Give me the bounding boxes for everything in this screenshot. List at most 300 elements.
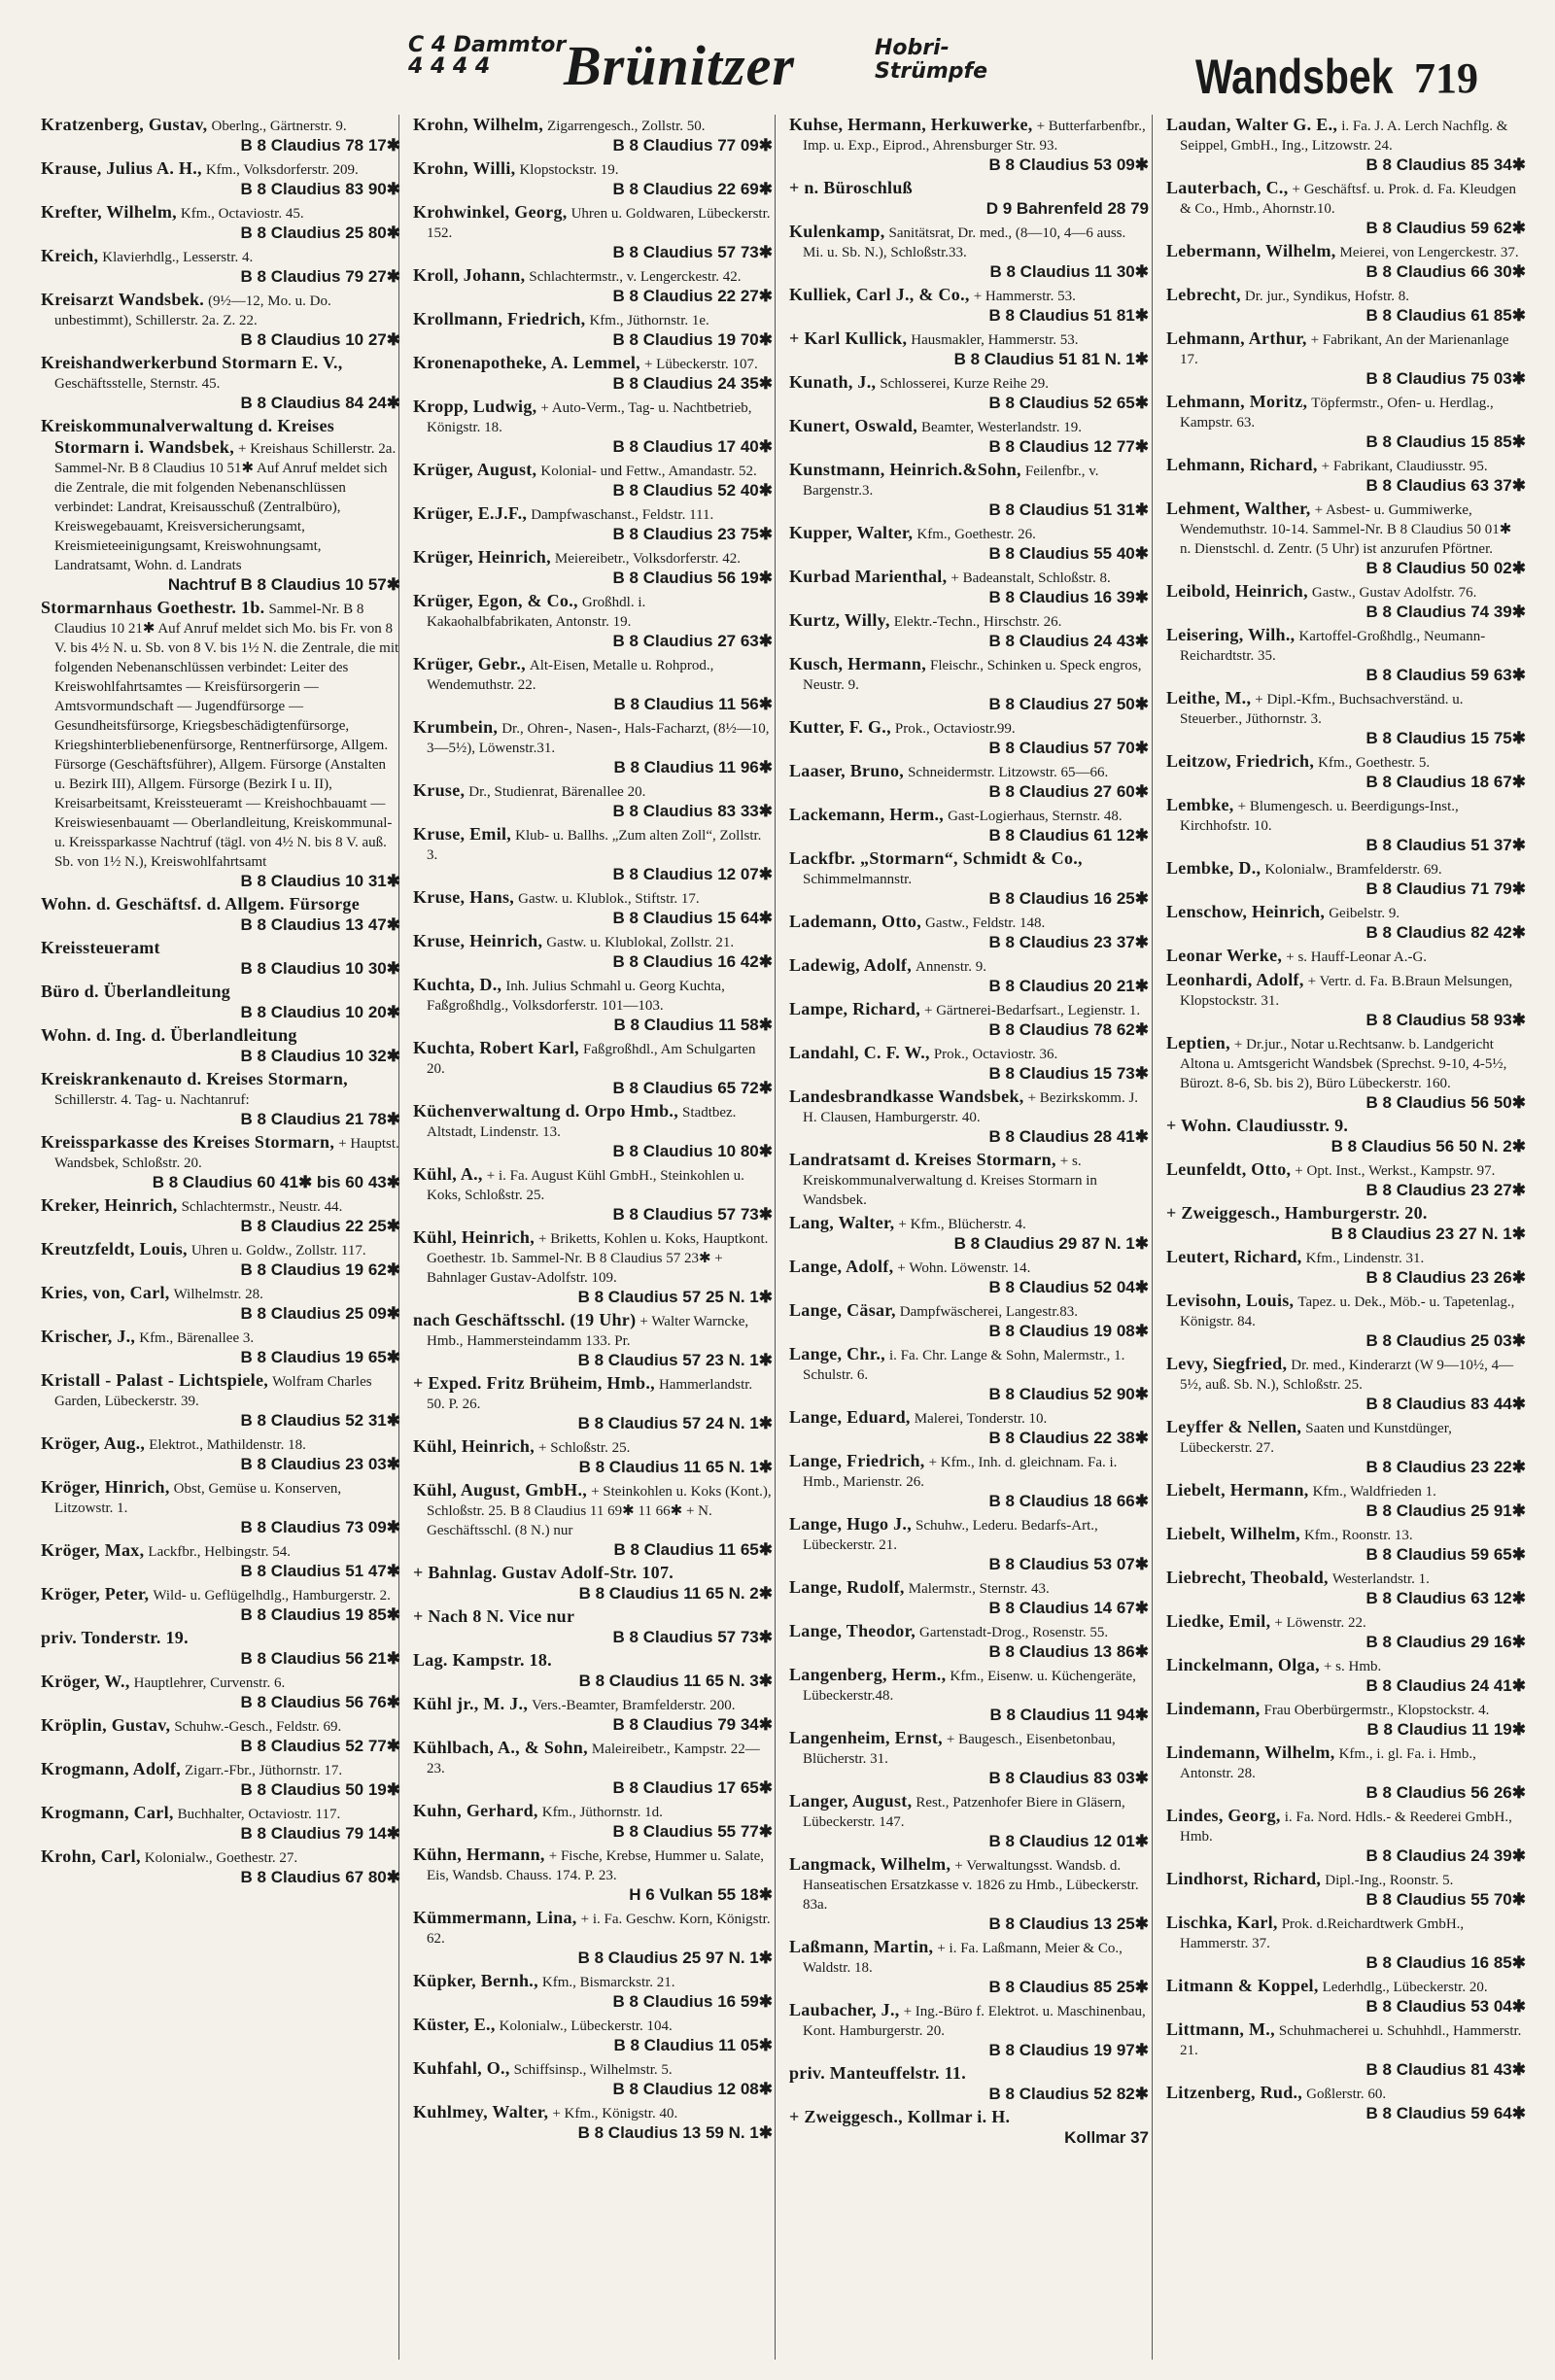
entry-phone: B 8 Claudius 53 07✱ (988, 1555, 1149, 1573)
entry-phone: B 8 Claudius 55 77✱ (612, 1822, 773, 1841)
entry-name: Kurtz, Willy, (789, 610, 890, 630)
ad-brand-logo: Brünitzer (564, 34, 795, 97)
entry-phone: B 8 Claudius 16 59✱ (612, 1992, 773, 2011)
entry-description: Gastw., Feldstr. 148. (925, 915, 1046, 931)
directory-entry (1166, 499, 1526, 578)
directory-entry (789, 285, 1149, 326)
directory-entry (41, 1283, 400, 1324)
entry-name: Kruse, Hans, (413, 887, 515, 907)
entry-name: Lange, Theodor, (789, 1621, 916, 1640)
entry-description: + Fabrikant, An der Marienanlage 17. (1180, 332, 1509, 367)
entry-name: Lehmann, Moritz, (1166, 392, 1308, 411)
entry-description: Schuhw.-Gesch., Feldstr. 69. (174, 1719, 342, 1735)
entry-phone: B 8 Claudius 51 47✱ (240, 1562, 400, 1580)
entry-phone: B 8 Claudius 25 97 N. 1✱ (577, 1949, 773, 1967)
entry-phone: B 8 Claudius 10 32✱ (240, 1047, 400, 1065)
entry-description: + Hauptst. Wandsbek, Schloßstr. 20. (54, 1136, 399, 1171)
entry-name: Levisohn, Louis, (1166, 1291, 1295, 1310)
entry-name: Lebermann, Wilhelm, (1166, 241, 1336, 260)
entry-name: Kröger, Max, (41, 1540, 145, 1560)
directory-entry (413, 1845, 773, 1905)
directory-entry (1166, 902, 1526, 943)
entry-description: Dr. med., Kinderarzt (W 9—10½, 4—5½, auß. Sb. N.), Schloßstr. 25. (1180, 1358, 1514, 1393)
entry-name: Stormarnhaus Goethestr. 1b. (41, 598, 265, 617)
directory-entry (413, 2015, 773, 2055)
entry-description: Meierei, von Lengerckestr. 37. (1339, 245, 1519, 260)
entry-name: priv. Manteuffelstr. 11. (789, 2063, 967, 2083)
entry-phone: B 8 Claudius 25 91✱ (1365, 1501, 1526, 1520)
ad-phone-block (408, 35, 566, 78)
entry-description: Großhdl. i. Kakaohalbfabrikaten, Antonstr. 19. (427, 595, 646, 630)
entry-description: Kfm., Bärenallee 3. (139, 1330, 255, 1346)
entry-name: Laubacher, J., (789, 2000, 900, 2019)
directory-entry (413, 1480, 773, 1560)
directory-entry (41, 246, 400, 287)
directory-entry (41, 982, 400, 1022)
entry-name: + Karl Kullick, (789, 328, 908, 348)
directory-entry (789, 912, 1149, 952)
entry-phone: B 8 Claudius 59 63✱ (1365, 666, 1526, 684)
entry-description: Geschäftsstelle, Sternstr. 45. (54, 376, 221, 392)
entry-phone: B 8 Claudius 23 27✱ (1365, 1181, 1526, 1199)
entry-description: Gartenstadt-Drog., Rosenstr. 55. (919, 1625, 1109, 1640)
entry-name: Kühlbach, A., & Sohn, (413, 1738, 588, 1757)
entry-name: Lange, Cäsar, (789, 1300, 896, 1320)
directory-entry (789, 328, 1149, 369)
directory-entry (789, 805, 1149, 845)
entry-description: + Schloßstr. 25. (538, 1440, 631, 1456)
directory-entry (789, 1300, 1149, 1341)
entry-phone: B 8 Claudius 85 34✱ (1365, 155, 1526, 174)
entry-phone: B 8 Claudius 12 77✱ (988, 437, 1149, 456)
directory-entry (413, 1227, 773, 1307)
entry-name: Litzenberg, Rud., (1166, 2083, 1303, 2102)
entry-phone: B 8 Claudius 84 24✱ (240, 394, 400, 412)
entry-name: Kreiskommunalverwaltung d. Kreises Stormarn i. Wandsbek, (41, 416, 335, 457)
entry-name: Laßmann, Martin, (789, 1937, 934, 1956)
entry-name: Krüger, Gebr., (413, 654, 526, 673)
entry-description: Dr., Ohren-, Nasen-, Hals-Facharzt, (8½—10, 3—5½), Löwenstr.31. (427, 721, 770, 756)
entry-name: Kuhse, Hermann, Herkuwerke, (789, 115, 1033, 134)
entry-phone: B 8 Claudius 24 41✱ (1365, 1676, 1526, 1695)
directory-entry (789, 717, 1149, 758)
entry-name: + n. Büroschluß (789, 178, 913, 197)
entry-description: + Gärtnerei-Bedarfsart., Legienstr. 1. (924, 1003, 1141, 1018)
directory-entry (413, 353, 773, 394)
entry-description: Kfm., Lindenstr. 31. (1305, 1251, 1425, 1266)
entry-description: + Steinkohlen u. Koks (Kont.), Schloßstr. 25. B 8 Claudius 11 69✱ 11 66✱ + N. Geschäftsschl. (8 N.) nur (427, 1484, 772, 1538)
entry-phone: B 8 Claudius 25 03✱ (1365, 1331, 1526, 1350)
directory-entry (41, 1672, 400, 1712)
entry-description: + i. Fa. August Kühl GmbH., Steinkohlen u. Koks, Schloßstr. 25. (427, 1168, 744, 1203)
entry-phone: B 8 Claudius 12 01✱ (988, 1832, 1149, 1850)
entry-name: Kröger, Peter, (41, 1584, 150, 1604)
directory-entry (413, 115, 773, 155)
entry-name: Krogmann, Adolf, (41, 1759, 181, 1778)
entry-description: Uhren u. Goldwaren, Lübeckerstr. 152. (427, 206, 771, 241)
directory-entry (41, 1069, 400, 1129)
entry-phone: B 8 Claudius 27 63✱ (612, 632, 773, 650)
entry-description: + Walter Warncke, Hmb., Hammersteindamm 133. Pr. (427, 1314, 749, 1349)
directory-entry (789, 654, 1149, 714)
entry-phone: B 8 Claudius 11 94✱ (989, 1706, 1149, 1724)
directory-entry (789, 115, 1149, 175)
entry-name: Krohwinkel, Georg, (413, 202, 568, 222)
entry-description: + Blumengesch. u. Beerdigungs-Inst., Kirchhofstr. 10. (1180, 799, 1459, 834)
entry-description: Dr. jur., Syndikus, Hofstr. 8. (1244, 289, 1410, 304)
directory-entry (41, 1715, 400, 1756)
directory-entry (413, 2058, 773, 2099)
directory-entry (413, 1310, 773, 1370)
entry-phone: B 8 Claudius 18 67✱ (1365, 773, 1526, 791)
directory-entry (413, 931, 773, 972)
directory-entry (1166, 946, 1526, 967)
entry-phone: B 8 Claudius 73 09✱ (240, 1518, 400, 1536)
entry-name: Kühn, Hermann, (413, 1845, 545, 1864)
entry-phone: B 8 Claudius 57 73✱ (612, 243, 773, 261)
directory-column-4 (1166, 115, 1526, 2360)
directory-entry (1166, 1869, 1526, 1910)
directory-entry (41, 1195, 400, 1236)
entry-name: Krüger, Heinrich, (413, 547, 551, 567)
entry-phone: B 8 Claudius 13 47✱ (240, 915, 400, 934)
entry-name: Kulenkamp, (789, 222, 885, 241)
entry-name: Lange, Chr., (789, 1344, 885, 1363)
entry-phone: B 8 Claudius 11 58✱ (613, 1016, 773, 1034)
entry-name: Küchenverwaltung d. Orpo Hmb., (413, 1101, 679, 1121)
directory-entry (1166, 2083, 1526, 2123)
entry-phone: B 8 Claudius 29 87 N. 1✱ (953, 1234, 1149, 1253)
entry-phone: B 8 Claudius 23 03✱ (240, 1455, 400, 1473)
entry-description: Dampfwäscherei, Langestr.83. (899, 1304, 1079, 1320)
entry-description: Klavierhdlg., Lesserstr. 4. (102, 250, 254, 265)
entry-name: Kreker, Heinrich, (41, 1195, 178, 1215)
entry-phone: B 8 Claudius 16 39✱ (988, 588, 1149, 606)
entry-phone: B 8 Claudius 77 09✱ (612, 136, 773, 155)
entry-name: Leisering, Wilh., (1166, 625, 1296, 644)
entry-name: Kümmermann, Lina, (413, 1908, 577, 1927)
entry-description: Wolfram Charles Garden, Lübeckerstr. 39. (54, 1374, 372, 1409)
directory-entry (1166, 1611, 1526, 1652)
entry-name: Liedke, Emil, (1166, 1611, 1271, 1631)
directory-entry (1166, 858, 1526, 899)
entry-phone: B 8 Claudius 23 26✱ (1365, 1268, 1526, 1287)
entry-phone: B 8 Claudius 79 27✱ (240, 267, 400, 286)
entry-phone: B 8 Claudius 57 25 N. 1✱ (577, 1288, 773, 1306)
entry-description: Schimmelmannstr. (803, 872, 913, 887)
entry-description: Schneidermstr. Litzowstr. 65—66. (908, 765, 1109, 780)
entry-phone: B 8 Claudius 51 31✱ (988, 500, 1149, 519)
directory-entry (1166, 285, 1526, 326)
entry-phone: B 8 Claudius 78 17✱ (240, 136, 400, 155)
entry-name: Lembke, D., (1166, 858, 1261, 878)
entry-phone: B 8 Claudius 50 02✱ (1365, 559, 1526, 577)
entry-name: Lehmann, Arthur, (1166, 328, 1307, 348)
entry-description: Rest., Patzenhofer Biere in Gläsern, Lübeckerstr. 147. (803, 1795, 1125, 1830)
entry-name: Liebelt, Hermann, (1166, 1480, 1309, 1500)
entry-description: Kfm., Bismarckstr. 21. (541, 1975, 675, 1990)
entry-name: Krüger, Egon, & Co., (413, 591, 578, 610)
directory-entry (1166, 1480, 1526, 1521)
entry-description: (9½—12, Mo. u. Do. unbestimmt), Schillerstr. 2a. Z. 22. (54, 293, 331, 328)
entry-description: + i. Fa. Geschw. Korn, Königstr. 62. (427, 1912, 771, 1947)
entry-description: + Hammerstr. 53. (973, 289, 1076, 304)
entry-description: + Kfm., Blücherstr. 4. (898, 1217, 1026, 1232)
entry-name: priv. Tonderstr. 19. (41, 1628, 189, 1647)
entry-description: Wild- u. Geflügelhdlg., Hamburgerstr. 2. (153, 1588, 391, 1604)
entry-description: Kolonialw., Goethestr. 27. (144, 1850, 298, 1866)
directory-entry (413, 591, 773, 651)
entry-description: Hammerlandstr. 50. P. 26. (427, 1377, 753, 1412)
entry-name: Büro d. Überlandleitung (41, 982, 231, 1001)
directory-entry (789, 1854, 1149, 1934)
entry-phone: B 8 Claudius 57 73✱ (612, 1628, 773, 1646)
entry-name: Lampe, Richard, (789, 999, 920, 1018)
directory-entry (413, 975, 773, 1035)
entry-name: Kuhlmey, Walter, (413, 2102, 549, 2121)
directory-entry (1166, 688, 1526, 748)
entry-description: + Wohn. Löwenstr. 14. (897, 1260, 1031, 1276)
directory-entry (1166, 1291, 1526, 1351)
directory-entry (413, 158, 773, 199)
directory-entry (413, 887, 773, 928)
directory-entry (41, 1132, 400, 1192)
entry-description: Elektrot., Mathildenstr. 18. (149, 1437, 306, 1453)
entry-name: Lindemann, Wilhelm, (1166, 1742, 1335, 1762)
entry-description: Zigarr.-Fbr., Jüthornstr. 17. (185, 1763, 343, 1778)
page-header (0, 0, 1555, 107)
entry-phone: B 8 Claudius 52 77✱ (240, 1737, 400, 1755)
entry-description: Gastw., Gustav Adolfstr. 76. (1311, 585, 1477, 601)
entry-phone: B 8 Claudius 57 70✱ (988, 739, 1149, 757)
entry-phone: B 8 Claudius 83 90✱ (240, 180, 400, 198)
entry-description: Klopstockstr. 19. (519, 162, 619, 178)
entry-name: Kühl jr., M. J., (413, 1694, 529, 1713)
directory-entry (789, 761, 1149, 802)
entry-phone: B 8 Claudius 58 93✱ (1365, 1011, 1526, 1029)
entry-phone: B 8 Claudius 22 27✱ (612, 287, 773, 305)
entry-description: + s. Hauff-Leonar A.-G. (1286, 949, 1428, 965)
entry-phone: B 8 Claudius 67 80✱ (240, 1868, 400, 1886)
directory-entry (1166, 2019, 1526, 2080)
directory-entry (413, 1101, 773, 1161)
entry-phone: B 8 Claudius 52 82✱ (988, 2085, 1149, 2103)
entry-name: Krollmann, Friedrich, (413, 309, 586, 328)
directory-entry (789, 523, 1149, 564)
entry-name: Kreisarzt Wandsbek. (41, 290, 205, 309)
entry-name: Ladewig, Adolf, (789, 955, 913, 975)
entry-description: + s. Kreiskommunalverwaltung d. Kreises Stormarn in Wandsbek. (803, 1154, 1097, 1208)
entry-phone: B 8 Claudius 11 30✱ (989, 262, 1149, 281)
entry-description: Kfm., Goethestr. 5. (1318, 755, 1431, 771)
entry-phone: B 8 Claudius 11 19✱ (1366, 1720, 1526, 1739)
directory-entry (413, 1436, 773, 1477)
entry-phone: H 6 Vulkan 55 18✱ (629, 1885, 773, 1904)
directory-entry (1166, 1568, 1526, 1608)
entry-phone: B 8 Claudius 74 39✱ (1365, 603, 1526, 621)
directory-entry (413, 1694, 773, 1735)
entry-name: Lange, Eduard, (789, 1407, 911, 1427)
entry-description: Buchhalter, Octaviostr. 117. (177, 1807, 341, 1822)
entry-name: Leitzow, Friedrich, (1166, 751, 1315, 771)
entry-phone: B 8 Claudius 23 37✱ (988, 933, 1149, 951)
entry-name: Kühl, Heinrich, (413, 1436, 536, 1456)
entry-description: Zigarrengesch., Zollstr. 50. (547, 119, 706, 134)
entry-phone: B 8 Claudius 82 42✱ (1365, 923, 1526, 942)
entry-description: + Dr.jur., Notar u.Rechtsanw. b. Landgericht Altona u. Amtsgericht Wandsbek (Sprechst. 9-10, 4-5½, Bürozt. 8-6, Sb. bis 2), Büro Lübeckerstr. 160. (1180, 1037, 1507, 1091)
entry-name: Lembke, (1166, 795, 1234, 814)
entry-name: Kuchta, Robert Karl, (413, 1038, 579, 1057)
entry-name: Lehment, Walther, (1166, 499, 1311, 518)
entry-name: Kunath, J., (789, 372, 877, 392)
entry-description: Malermstr., Sternstr. 43. (908, 1581, 1050, 1597)
directory-entry (41, 115, 400, 155)
entry-description: Dr., Studienrat, Bärenallee 20. (468, 784, 646, 800)
entry-name: + Wohn. Claudiusstr. 9. (1166, 1116, 1349, 1135)
entry-name: Langenberg, Herm., (789, 1665, 947, 1684)
column-divider (1152, 115, 1153, 2360)
entry-phone: B 8 Claudius 55 70✱ (1365, 1890, 1526, 1909)
directory-entry (789, 610, 1149, 651)
directory-entry (413, 397, 773, 457)
directory-entry (1166, 1913, 1526, 1973)
entry-name: Lischka, Karl, (1166, 1913, 1278, 1932)
entry-phone: B 8 Claudius 75 03✱ (1365, 369, 1526, 388)
entry-name: Kristall - Palast - Lichtspiele, (41, 1370, 269, 1390)
entry-phone: B 8 Claudius 83 03✱ (988, 1769, 1149, 1787)
entry-phone: B 8 Claudius 11 96✱ (613, 758, 773, 776)
directory-entry (789, 567, 1149, 607)
directory-entry (789, 1451, 1149, 1511)
entry-phone: B 8 Claudius 51 81✱ (988, 306, 1149, 325)
entry-name: Kropp, Ludwig, (413, 397, 537, 416)
entry-description: + Kreishaus Schillerstr. 2a. Sammel-Nr. B 8 Claudius 10 51✱ Auf Anruf meldet sich die Zentrale, die mit folgenden Nebenanschlüssen verbindet: Landrat, Kreisausschuß (Zentralbüro), Kreiswegebauamt, Kreisversicherungsamt, Kreismieteeinigungsamt, Kreiswohnungsamt, Landratsamt, Wohn. d. Landrats (54, 441, 397, 573)
directory-entry (789, 178, 1149, 219)
entry-description: Feilenfbr., v. Bargenstr.3. (803, 464, 1099, 499)
directory-entry (789, 2063, 1149, 2104)
entry-name: Lange, Friedrich, (789, 1451, 925, 1470)
entry-description: Sanitätsrat, Dr. med., (8—10, 4—6 auss. Mi. u. Sb. N.), Schloßstr.33. (803, 225, 1126, 260)
entry-description: Prok. d.Reichardtwerk GmbH., Hammerstr. 37. (1180, 1916, 1465, 1951)
entry-name: Krumbein, (413, 717, 499, 737)
directory-entry (789, 848, 1149, 909)
entry-phone: B 8 Claudius 10 27✱ (240, 330, 400, 349)
entry-phone: B 8 Claudius 53 04✱ (1365, 1997, 1526, 2016)
entry-phone: B 8 Claudius 52 90✱ (988, 1385, 1149, 1403)
directory-entry (1166, 1524, 1526, 1565)
entry-description: Lederhdlg., Lübeckerstr. 20. (1322, 1980, 1488, 1995)
entry-phone: B 8 Claudius 65 72✱ (612, 1079, 773, 1097)
entry-description: + Badeanstalt, Schloßstr. 8. (950, 570, 1111, 586)
entry-name: Langmack, Wilhelm, (789, 1854, 951, 1874)
entry-name: Laaser, Bruno, (789, 761, 905, 780)
directory-entry (413, 1563, 773, 1604)
entry-phone: B 8 Claudius 22 38✱ (988, 1429, 1149, 1447)
entry-phone: B 8 Claudius 56 19✱ (612, 569, 773, 587)
directory-entry (1166, 795, 1526, 855)
entry-description: + Auto-Verm., Tag- u. Nachtbetrieb, Königstr. 18. (427, 400, 752, 435)
directory-entry (41, 416, 400, 595)
directory-entry (1166, 1976, 1526, 2017)
page-title: Wandsbek (1195, 50, 1394, 104)
entry-name: Kröplin, Gustav, (41, 1715, 171, 1735)
entry-name: Leutert, Richard, (1166, 1247, 1302, 1266)
entry-phone: B 8 Claudius 15 64✱ (612, 909, 773, 927)
entry-description: + Fische, Krebse, Hummer u. Salate, Eis, Wandsb. Chauss. 174. P. 23. (427, 1848, 765, 1883)
entry-phone: B 8 Claudius 27 50✱ (988, 695, 1149, 713)
directory-entry (789, 1728, 1149, 1788)
directory-entry (413, 1373, 773, 1433)
directory-entry (789, 1514, 1149, 1574)
entry-phone: D 9 Bahrenfeld 28 79 (985, 199, 1149, 218)
ad-product-line1: Hobri- (875, 36, 950, 60)
directory-entry (1166, 751, 1526, 792)
entry-name: Lebrecht, (1166, 285, 1241, 304)
directory-entry (413, 202, 773, 262)
entry-description: Töpfermstr., Ofen- u. Herdlag., Kampstr. 63. (1180, 396, 1494, 431)
entry-description: Schlosserei, Kurze Reihe 29. (880, 376, 1050, 392)
entry-phone: B 8 Claudius 66 30✱ (1365, 262, 1526, 281)
entry-description: + Briketts, Kohlen u. Koks, Hauptkont. Goethestr. 1b. Sammel-Nr. B 8 Claudius 57 23✱ + Bahnlager Gustav-Adolfstr. 109. (427, 1231, 769, 1286)
directory-entry (413, 2102, 773, 2143)
directory-entry (1166, 1354, 1526, 1414)
entry-phone: B 8 Claudius 23 22✱ (1365, 1458, 1526, 1476)
entry-phone: B 8 Claudius 11 05✱ (613, 2036, 773, 2054)
directory-entry (41, 290, 400, 350)
entry-phone: B 8 Claudius 59 65✱ (1365, 1545, 1526, 1564)
directory-entry (1166, 970, 1526, 1030)
entry-description: Kfm., Jüthornstr. 1d. (541, 1805, 663, 1820)
entry-name: Krüger, August, (413, 460, 537, 479)
entry-phone: B 8 Claudius 83 44✱ (1365, 1395, 1526, 1413)
entry-name: + Zweiggesch., Hamburgerstr. 20. (1166, 1203, 1428, 1223)
directory-entry (41, 158, 400, 199)
entry-name: Lange, Adolf, (789, 1257, 894, 1276)
entry-name: Küpker, Bernh., (413, 1971, 538, 1990)
entry-phone: B 8 Claudius 12 08✱ (612, 2080, 773, 2098)
entry-phone: B 8 Claudius 52 65✱ (988, 394, 1149, 412)
directory-entry (41, 353, 400, 413)
entry-name: Kreishandwerkerbund Stormarn E. V., (41, 353, 343, 372)
entry-name: Lackemann, Herm., (789, 805, 945, 824)
entry-description: Oberlng., Gärtnerstr. 9. (211, 119, 347, 134)
entry-phone: B 8 Claudius 14 67✱ (988, 1599, 1149, 1617)
entry-phone: B 8 Claudius 19 62✱ (240, 1260, 400, 1279)
directory-entry (413, 265, 773, 306)
entry-name: Lauterbach, C., (1166, 178, 1289, 197)
entry-description: Sammel-Nr. B 8 Claudius 10 21✱ Auf Anruf meldet sich Mo. bis Fr. von 8 V. bis 4½ N. u. Sb. von 8 V. bis 1½ N. die Zentrale, die mit folgenden Nebenanschlüssen verbindet: Leiter des Kreiswohlfahrtsamtes — Kreisfürsorgerin — Amtsvormundschaft — Jugendfürsorge — Gesundheitsfürsorge, Kriegsbeschädigtenfürsorge, Kriegshinterbliebenenfürsorge, Rentnerfürsorge, Allgem. Fürsorge (Geschäftsführer), Allgem. Fürsorge (Anstalten u. Bezirk III), Allgem. Fürsorge (Bezirk I u. II), Kreisarbeitsamt, Kreissteueramt — Kreishochbauamt — Kreiswiesenbauamt — Oberlandleitung, Kreiskommunal- u. Kreissparkasse Nachtruf (tägl. von 4½ N. bis 8 V. auß. Sb. von 1½ N.), Kreiswohlfahrtsamt (54, 602, 399, 870)
directory-entry (1166, 115, 1526, 175)
directory-entry (789, 1087, 1149, 1147)
entry-phone: B 8 Claudius 11 56✱ (613, 695, 773, 713)
entry-phone: B 8 Claudius 55 40✱ (988, 544, 1149, 563)
entry-phone: B 8 Claudius 78 62✱ (988, 1020, 1149, 1039)
directory-entry (41, 1540, 400, 1581)
entry-description: Frau Oberbürgermstr., Klopstockstr. 4. (1263, 1703, 1490, 1718)
entry-name: nach Geschäftsschl. (19 Uhr) (413, 1310, 637, 1329)
entry-name: Lindes, Georg, (1166, 1806, 1281, 1825)
entry-description: + Fabrikant, Claudiusstr. 95. (1321, 459, 1488, 474)
entry-name: Kuchta, D., (413, 975, 502, 994)
entry-name: Kühl, Heinrich, (413, 1227, 536, 1247)
entry-description: Gastw. u. Klublokal, Zollstr. 21. (546, 935, 735, 950)
entry-phone: B 8 Claudius 57 73✱ (612, 1205, 773, 1224)
entry-name: Krefter, Wilhelm, (41, 202, 177, 222)
directory-entry (789, 1621, 1149, 1662)
entry-description: + Ing.-Büro f. Elektrot. u. Maschinenbau, Kont. Hamburgerstr. 20. (803, 2004, 1146, 2039)
entry-description: + Bezirkskomm. J. H. Clausen, Hamburgerstr. 40. (803, 1090, 1139, 1125)
entry-description: Dipl.-Ing., Roonstr. 5. (1325, 1873, 1454, 1888)
